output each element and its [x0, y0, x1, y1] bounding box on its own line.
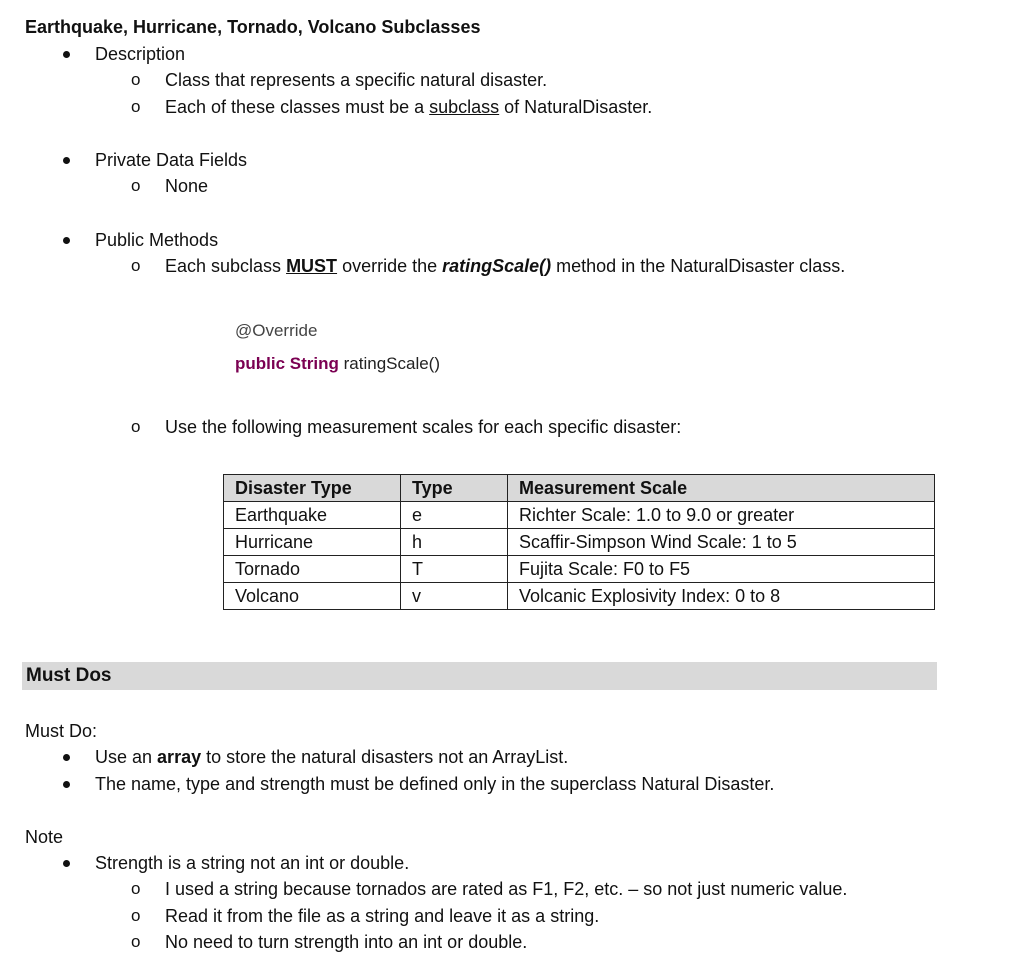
description-item-1: Class that represents a specific natural disaster. [165, 70, 548, 90]
sub-bullet: o [131, 70, 141, 89]
note-sub-3: No need to turn strength into an int or double. [165, 932, 528, 952]
subclass-term: subclass [429, 97, 500, 117]
code-annotation: @Override [235, 321, 318, 340]
cell-type: e [401, 502, 508, 529]
table-row [224, 529, 935, 556]
sub-bullet: o [131, 906, 141, 925]
description-item-2-pre: Each of these classes must be a [165, 97, 430, 117]
item-1-pre: Each subclass [165, 256, 287, 276]
public-methods-item-2: Use the following measurement scales for each specific disaster: [165, 417, 682, 437]
table-row [224, 583, 935, 610]
cell-disaster-type: Hurricane [224, 529, 401, 556]
must-do-label: Must Do: [25, 721, 98, 741]
code-keyword-public: public [235, 354, 286, 373]
header-disaster-type: Disaster Type [224, 475, 401, 502]
section-header-bar [22, 662, 937, 690]
must-do-item-1-post: to store the natural disasters not an ArrayList. [201, 747, 569, 767]
code-keyword-string: String [289, 354, 339, 373]
section-title: Must Dos [26, 665, 112, 686]
note-sub-2: Read it from the file as a string and leave it as a string. [165, 906, 600, 926]
cell-type: v [401, 583, 508, 610]
method-name: ratingScale() [442, 256, 552, 276]
header-measurement-scale: Measurement Scale [508, 475, 935, 502]
sub-bullet: o [131, 879, 141, 898]
item-1-post: method in the NaturalDisaster class. [551, 256, 846, 276]
table-row [224, 556, 935, 583]
bullet [63, 754, 70, 761]
public-methods-label: Public Methods [95, 230, 219, 250]
note-label: Note [25, 827, 64, 847]
cell-scale: Fujita Scale: F0 to F5 [508, 556, 935, 583]
must-do-item-1 [95, 746, 568, 768]
description-item-2-post: of NaturalDisaster. [499, 97, 653, 117]
sub-bullet: o [131, 97, 141, 116]
header-type: Type [401, 475, 508, 502]
bullet [63, 860, 70, 867]
cell-type: h [401, 529, 508, 556]
cell-scale: Volcanic Explosivity Index: 0 to 8 [508, 583, 935, 610]
bullet [63, 51, 70, 58]
measurement-scale-table [223, 474, 935, 610]
private-fields-item-1: None [165, 176, 209, 196]
public-methods-item-1 [165, 255, 845, 277]
cell-scale: Richter Scale: 1.0 to 9.0 or greater [508, 502, 935, 529]
cell-disaster-type: Earthquake [224, 502, 401, 529]
description-item-2 [165, 96, 652, 118]
note-item-1: Strength is a string not an int or double. [95, 853, 410, 873]
code-method: ratingScale() [338, 354, 441, 373]
table-row [224, 502, 935, 529]
page-title: Earthquake, Hurricane, Tornado, Volcano Subclasses [25, 17, 481, 37]
sub-bullet: o [131, 417, 141, 436]
sub-bullet: o [131, 932, 141, 951]
bullet [63, 781, 70, 788]
sub-bullet: o [131, 176, 141, 195]
array-emphasis: array [157, 747, 202, 767]
must-do-item-2: The name, type and strength must be defined only in the superclass Natural Disaster. [95, 774, 775, 794]
table-header-row [224, 475, 935, 502]
note-sub-1: I used a string because tornados are rated as F1, F2, etc. – so not just numeric value. [165, 879, 848, 899]
must-emphasis: MUST [286, 256, 338, 276]
sub-bullet: o [131, 256, 141, 275]
cell-type: T [401, 556, 508, 583]
private-fields-label: Private Data Fields [95, 150, 248, 170]
must-do-item-1-pre: Use an [95, 747, 158, 767]
code-signature [235, 353, 440, 375]
description-label: Description [95, 44, 186, 64]
item-1-mid: override the [337, 256, 443, 276]
cell-scale: Scaffir-Simpson Wind Scale: 1 to 5 [508, 529, 935, 556]
cell-disaster-type: Volcano [224, 583, 401, 610]
bullet [63, 237, 70, 244]
cell-disaster-type: Tornado [224, 556, 401, 583]
bullet [63, 157, 70, 164]
